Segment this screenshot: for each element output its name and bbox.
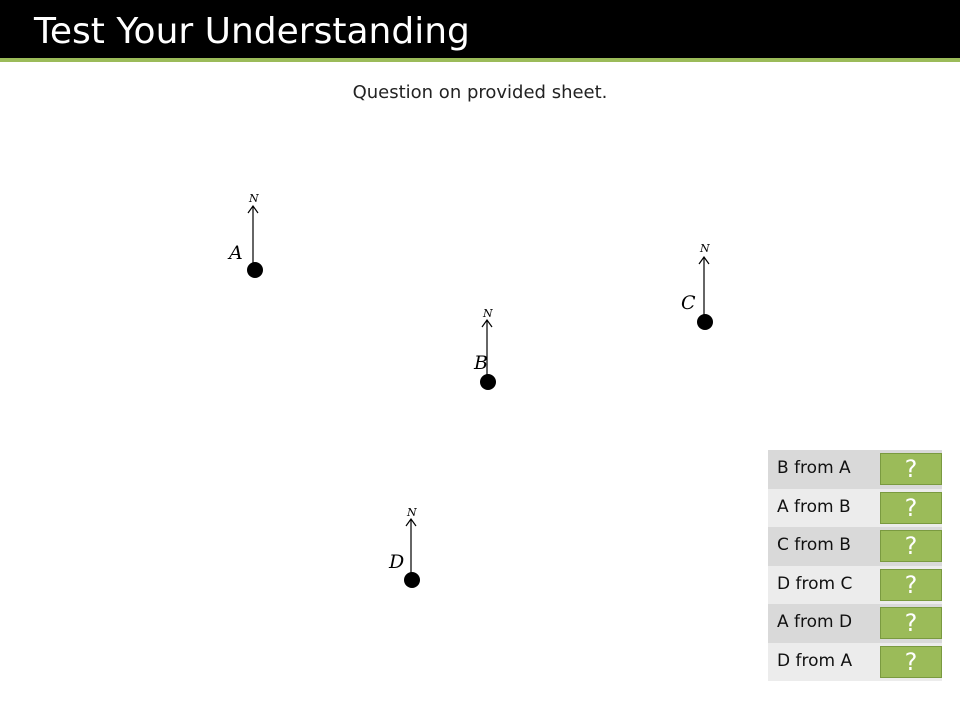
reveal-answer-button[interactable]: ? — [880, 530, 942, 562]
point-d — [388, 506, 420, 588]
point-dot-b — [480, 374, 496, 390]
reveal-answer-button[interactable]: ? — [880, 607, 942, 639]
north-label-a: N — [249, 192, 259, 205]
point-dot-c — [697, 314, 713, 330]
point-dot-d — [404, 572, 420, 588]
north-label-d: N — [407, 506, 417, 519]
slide-title: Test Your Understanding — [34, 11, 470, 52]
answer-label: A from B — [777, 496, 851, 517]
answer-label: C from B — [777, 535, 851, 555]
answer-row — [768, 566, 942, 605]
point-a — [227, 192, 263, 278]
answer-label: A from D — [777, 612, 853, 632]
answer-row — [768, 643, 942, 682]
point-label-d: D — [389, 551, 405, 573]
answer-table — [768, 450, 942, 681]
north-label-b: N — [483, 307, 493, 320]
answer-label: D from A — [777, 650, 853, 671]
reveal-answer-button[interactable]: ? — [880, 646, 942, 678]
reveal-answer-button[interactable]: ? — [880, 453, 942, 485]
reveal-answer-button[interactable]: ? — [880, 492, 942, 524]
answer-row — [768, 489, 942, 528]
answer-row — [768, 450, 942, 489]
point-c — [681, 242, 713, 330]
reveal-answer-button[interactable]: ? — [880, 569, 942, 601]
instruction-text: Question on provided sheet. — [352, 82, 608, 103]
point-b — [473, 307, 496, 390]
point-dot-a — [247, 262, 263, 278]
point-label-a: A — [229, 242, 243, 264]
north-label-c: N — [700, 242, 710, 255]
point-label-c: C — [681, 292, 696, 314]
answer-label: D from C — [777, 573, 853, 594]
answer-row — [768, 527, 942, 566]
answer-row — [768, 604, 942, 643]
answer-label: B from A — [777, 458, 851, 478]
point-label-b: B — [474, 352, 488, 374]
